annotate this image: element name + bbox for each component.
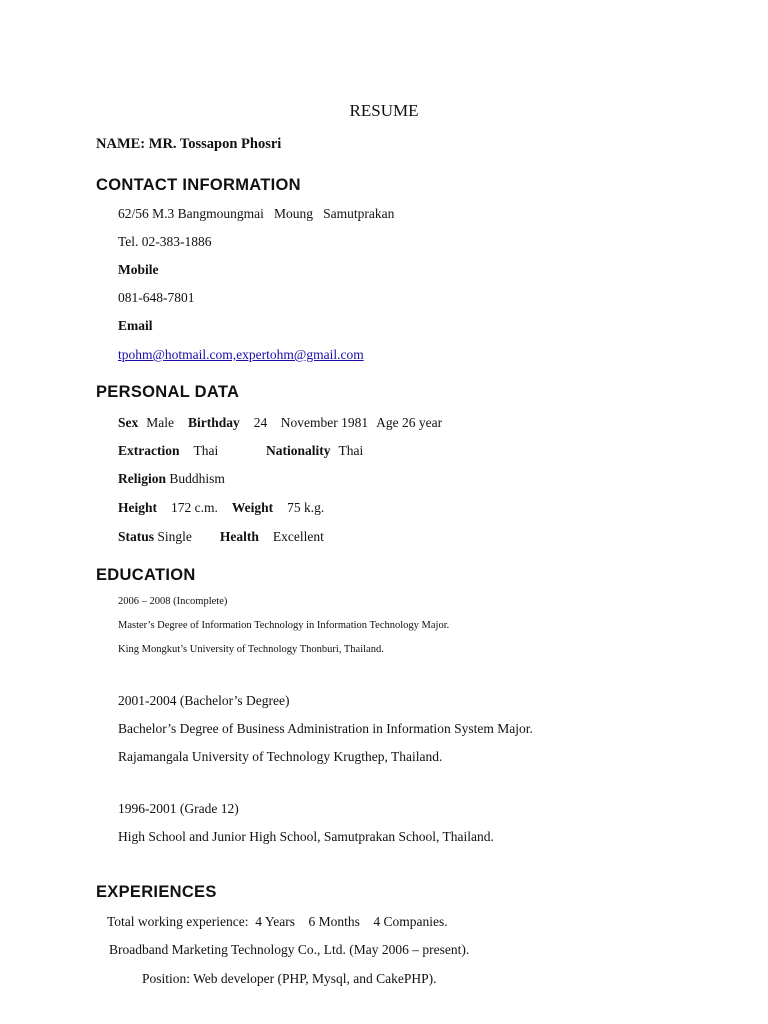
- personal-row-height: [118, 500, 324, 516]
- education-school: Rajamangala University of Technology Krugthep, Thailand.: [118, 749, 443, 764]
- weight-value: 75 k.g.: [287, 500, 325, 515]
- religion-value: Buddhism: [169, 471, 225, 486]
- nationality-label: Nationality: [266, 443, 331, 458]
- personal-heading: PERSONAL DATA: [96, 383, 240, 401]
- sex-value: Male: [146, 415, 174, 430]
- address-line: 62/56 M.3 Bangmoungmai Moung Samutprakan: [118, 206, 395, 221]
- weight-label: Weight: [231, 500, 274, 515]
- health-label: Health: [219, 529, 259, 544]
- birthday-label: Birthday: [188, 415, 240, 430]
- education-degree: Bachelor’s Degree of Business Administration in Information System Major.: [118, 721, 533, 736]
- personal-row-sex: [118, 415, 442, 431]
- birthday-value: 24 November 1981: [253, 415, 369, 430]
- education-degree: High School and Junior High School, Samutprakan School, Thailand.: [118, 829, 494, 844]
- status-value: Single: [157, 529, 192, 544]
- email-link[interactable]: tpohm@hotmail.com,expertohm@gmail.com: [118, 347, 364, 362]
- sex-label: Sex: [118, 415, 139, 430]
- health-value: Excellent: [272, 529, 324, 544]
- education-period: 2006 – 2008 (Incomplete): [118, 596, 228, 607]
- education-heading: EDUCATION: [96, 566, 196, 584]
- education-degree: Master’s Degree of Information Technology in Information Technology Major.: [118, 620, 450, 631]
- document-title: RESUME: [349, 101, 419, 120]
- experiences-heading: EXPERIENCES: [96, 883, 217, 901]
- status-label: Status: [118, 529, 155, 544]
- height-value: 172 c.m.: [171, 500, 218, 515]
- education-school: King Mongkut’s University of Technology Thonburi, Thailand.: [118, 644, 384, 655]
- company-line: Broadband Marketing Technology Co., Ltd. (May 2006 – present).: [109, 942, 470, 957]
- position-line: Position: Web developer (PHP, Mysql, and CakePHP).: [142, 971, 437, 986]
- nationality-value: Thai: [338, 443, 364, 458]
- extraction-value: Thai: [193, 443, 219, 458]
- mobile-number: 081-648-7801: [118, 290, 195, 305]
- personal-row-nationality: [266, 443, 363, 459]
- religion-label: Religion: [118, 471, 167, 486]
- personal-row-status: [118, 529, 324, 545]
- email-label: Email: [118, 318, 153, 333]
- personal-row-extraction: [118, 443, 218, 459]
- personal-row-religion: [118, 471, 225, 487]
- education-period: 2001-2004 (Bachelor’s Degree): [118, 693, 290, 708]
- total-experience: Total working experience: 4 Years 6 Months 4 Companies.: [107, 914, 448, 929]
- contact-heading: CONTACT INFORMATION: [96, 176, 301, 194]
- tel-line: Tel. 02-383-1886: [118, 234, 212, 249]
- education-period: 1996-2001 (Grade 12): [118, 801, 239, 816]
- age-value: Age 26 year: [376, 415, 443, 430]
- applicant-name: NAME: MR. Tossapon Phosri: [96, 136, 282, 152]
- mobile-label: Mobile: [118, 262, 159, 277]
- extraction-label: Extraction: [118, 443, 180, 458]
- height-label: Height: [118, 500, 157, 515]
